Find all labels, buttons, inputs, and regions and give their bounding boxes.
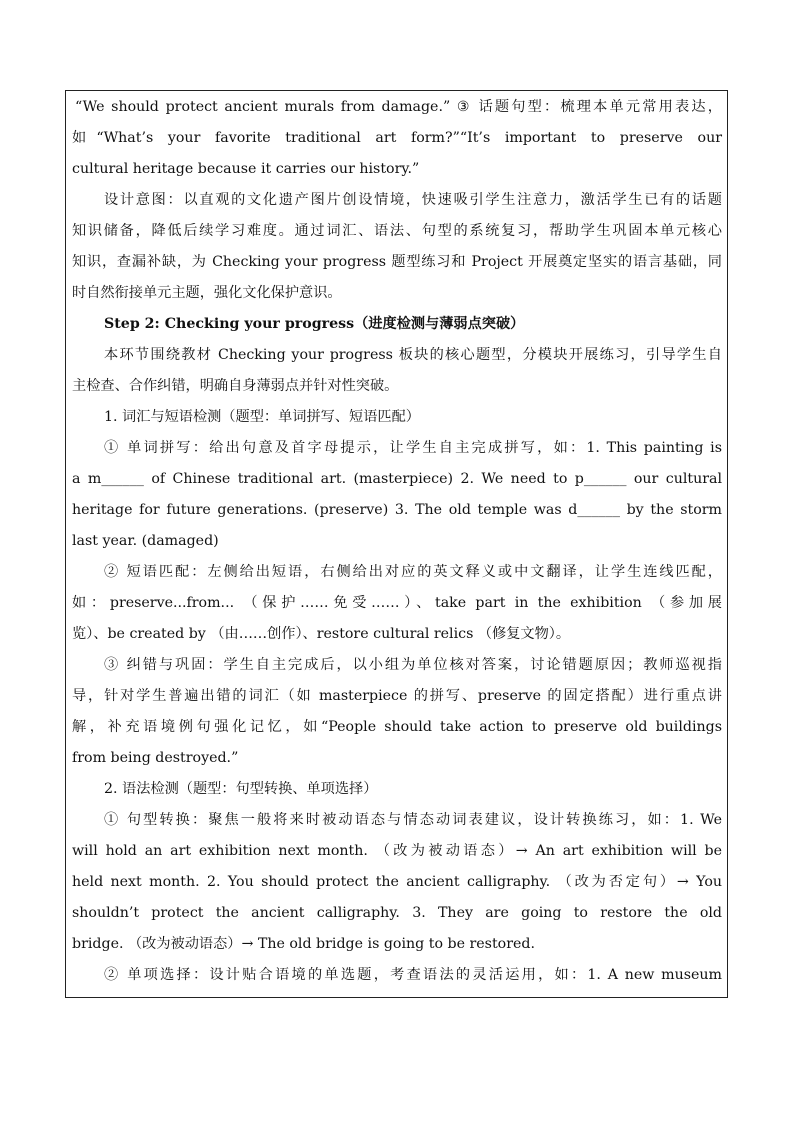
text-line-12: ① 单词拼写：给出句意及首字母提示，让学生自主完成拼写，如：1. This painting is (104, 440, 722, 456)
text-line-27: shouldn’t protect the ancient calligraphy. 3. They are going to restore the old (72, 905, 722, 921)
text-line-1: “We should protect ancient murals from damage.” ③ 话题句型：梳理本单元常用表达， (75, 99, 722, 115)
text-line-15: last year. (damaged) (72, 533, 219, 549)
text-line-14: heritage for future generations. (preserve) 3. The old temple was d______ by the storm (72, 502, 722, 518)
text-line-18: 览）、be created by （由……创作）、restore cultural relics （修复文物）。 (72, 626, 571, 642)
text-line-26: held next month. 2. You should protect the ancient calligraphy. （改为否定句）→ You (72, 874, 722, 890)
text-line-20: 导，针对学生普遍出错的词汇（如 masterpiece 的拼写、preserve 的固定搭配）进行重点讲 (72, 688, 722, 704)
text-line-9: 本环节围绕教材 Checking your progress 板块的核心题型，分模块开展练习，引导学生自 (104, 347, 722, 363)
text-line-28: bridge. （改为被动语态）→ The old bridge is going to be restored. (72, 936, 535, 952)
text-line-6: 知识，查漏补缺，为 Checking your progress 题型练习和 Project 开展奠定坚实的语言基础，同 (72, 254, 722, 270)
text-line-5: 知识储备，降低后续学习难度。通过词汇、语法、句型的系统复习，帮助学生巩固本单元核心 (72, 223, 722, 239)
text-line-29: ② 单项选择：设计贴合语境的单选题，考查语法的灵活运用，如：1. A new museum (104, 967, 722, 983)
text-line-24: ① 句型转换：聚焦一般将来时被动语态与情态动词表建议，设计转换练习，如：1. We (104, 812, 722, 828)
step-2-heading: Step 2: Checking your progress（进度检测与薄弱点突破） (104, 316, 525, 332)
text-line-17: 如：preserve...from... （保护……免受……）、take part in the exhibition （参加展 (72, 595, 722, 611)
text-line-4: 设计意图：以直观的文化遗产图片创设情境，快速吸引学生注意力，激活学生已有的话题 (104, 192, 722, 208)
text-line-13: a m______ of Chinese traditional art. (masterpiece) 2. We need to p______ our cultural (72, 471, 722, 487)
text-line-3: cultural heritage because it carries our history.” (72, 161, 420, 177)
section-1-heading: 1. 词汇与短语检测（题型：单词拼写、短语匹配） (104, 409, 420, 425)
section-2-heading: 2. 语法检测（题型：句型转换、单项选择） (104, 781, 378, 797)
text-line-7: 时自然衔接单元主题，强化文化保护意识。 (72, 285, 342, 301)
text-line-21: 解，补充语境例句强化记忆，如“People should take action to preserve old buildings (72, 719, 722, 735)
text-line-16: ② 短语匹配：左侧给出短语，右侧给出对应的英文释义或中文翻译，让学生连线匹配， (104, 564, 722, 580)
text-line-10: 主检查、合作纠错，明确自身薄弱点并针对性突破。 (72, 378, 399, 394)
text-line-22: from being destroyed.” (72, 750, 239, 766)
text-line-19: ③ 纠错与巩固：学生自主完成后，以小组为单位核对答案，讨论错题原因；教师巡视指 (104, 657, 722, 673)
text-line-25: will hold an art exhibition next month. （改为被动语态）→ An art exhibition will be (72, 843, 722, 859)
text-line-2: 如“What’s your favorite traditional art form?”“It’s important to preserve our (72, 130, 722, 146)
